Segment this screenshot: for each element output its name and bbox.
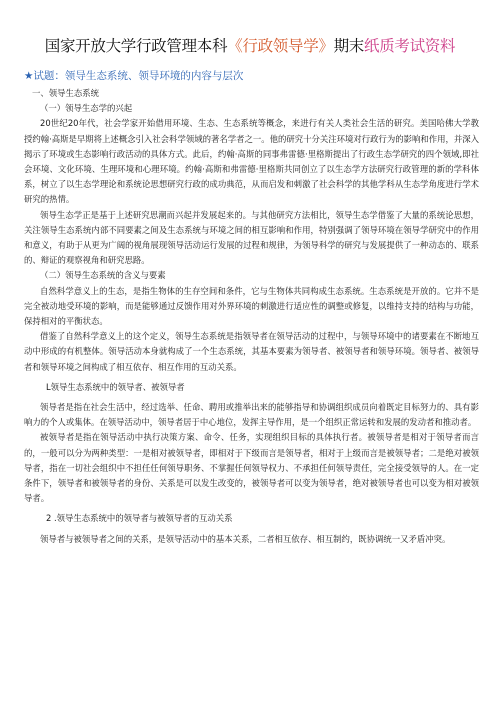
- title-suffix: 纸质考试资料: [364, 37, 456, 55]
- paragraph: 领导者与被领导者之间的关系，是领导活动中的基本关系，二者相互依存、相互制约，既协调统一又矛盾冲突。: [40, 533, 451, 544]
- title-prefix: 国家开放大学行政管理本科: [44, 37, 228, 55]
- document-body: [24, 86, 479, 547]
- title-course: 《行政领导学》: [227, 37, 334, 55]
- paragraph: 被领导者是指在领导活动中执行决策方案、命令、任务，实现组织目标的具体执行者。被领导者是相对于领导者而言的，一般可以分为两种类型：一是相对被领导者，即相对于下级而言是领导者，相对于上级而言是被领导者；二是绝对被领导者，指在一切社会组织中不担任任何领导职务、不掌握任何领导权力、不承担任何领导责任，完全接受领导的人。在一定条件下，领导者和被领导者的身份、关系是可以发生改变的，被领导者可以变为领导者，绝对被领导者也可以变为相对被领导者。: [24, 432, 479, 504]
- paragraph: 领导者是指在社会生活中，经过选举、任命、聘用或推举出来的能够指导和协调组织成员向着既定目标努力的、具有影响力的个人或集体。在领导活动中，领导者居于中心地位，发挥主导作用，是一个组织正常运转和发展的发动者和推动者。: [24, 402, 479, 428]
- paragraph: 自然科学意义上的生态，是指生物体的生存空间和条件，它与生物体共同构成生态系统。生态系统是开放的。它并不是完全被动地受环境的影响，而是能够通过反馈作用对外界环境的刺激进行适应性的调整或修复，以维持支持的结构与功能，保持相对的平衡状态。: [24, 285, 479, 327]
- subsection-heading: L领导生态系统中的领导者、被领导者: [46, 381, 185, 392]
- subsection-heading: （一）领导生态学的兴起: [40, 103, 133, 114]
- section-heading: 一、领导生态系统: [32, 88, 99, 98]
- paragraph: 20世纪20年代，社会学家开始借用环境、生态、生态系统等概念，来进行有关人类社会生活的研究。美国哈佛大学教授约翰·高斯是早期将上述概念引入社会科学领域的著名学者之一。他的研究十分关注环境对行政行为的影响和作用，并深入揭示了环境或生态影响行政活动的具体方式。此后，约翰·高斯的同事弗雷德·里格斯提出了行政生态学研究的四个领域,即社会环境、文化环境、生理环境和心理环境。约翰·高斯和弗雷德·里格斯共同创立了以生态学方法研究行政管理的新的学科体系，树立了以生态学理论和系统论思想研究行政的成功典范，从而启发和刺激了社会科学的其他学科从生态学角度进行学术研究的热情。: [24, 118, 479, 205]
- document-title: [0, 34, 500, 56]
- subsection-heading: （二）领导生态系统的含义与要素: [40, 270, 166, 281]
- subsection-heading: 2 .领导生态系统中的领导者与被领导者的互动关系: [46, 513, 233, 524]
- paragraph: 借鉴了自然科学意义上的这个定义，领导生态系统是指领导者在领导活动的过程中，与领导环境中的诸要素在不断地互动中形成的有机整体。领导活动本身就构成了一个生态系统，其基本要素为领导者、被领导者和领导环境。领导者、被领导者和领导环境之间构成了相互依存、相互作用的互动关系。: [24, 331, 479, 372]
- title-middle: 期末: [333, 37, 364, 55]
- paragraph: 领导生态学正是基于上述研究思潮而兴起并发展起来的。与其他研究方法相比，领导生态学借鉴了大量的系统论思想，关注领导生态系统内部不同要素之间及生态系统与环境之间的相互影响和作用，特别强调了领导环境在领导学研究中的作用和意义，有助于从更为广阔的视角展现领导活动运行发展的过程和规律，为领导科学的研究与发展提供了一种动态的、联系的、辩证的观察视角和研究思路。: [24, 209, 479, 266]
- star-icon: ★: [24, 70, 34, 82]
- question-heading: [24, 68, 243, 83]
- question-text: 试题：领导生态系统、领导环境的内容与层次: [33, 70, 244, 82]
